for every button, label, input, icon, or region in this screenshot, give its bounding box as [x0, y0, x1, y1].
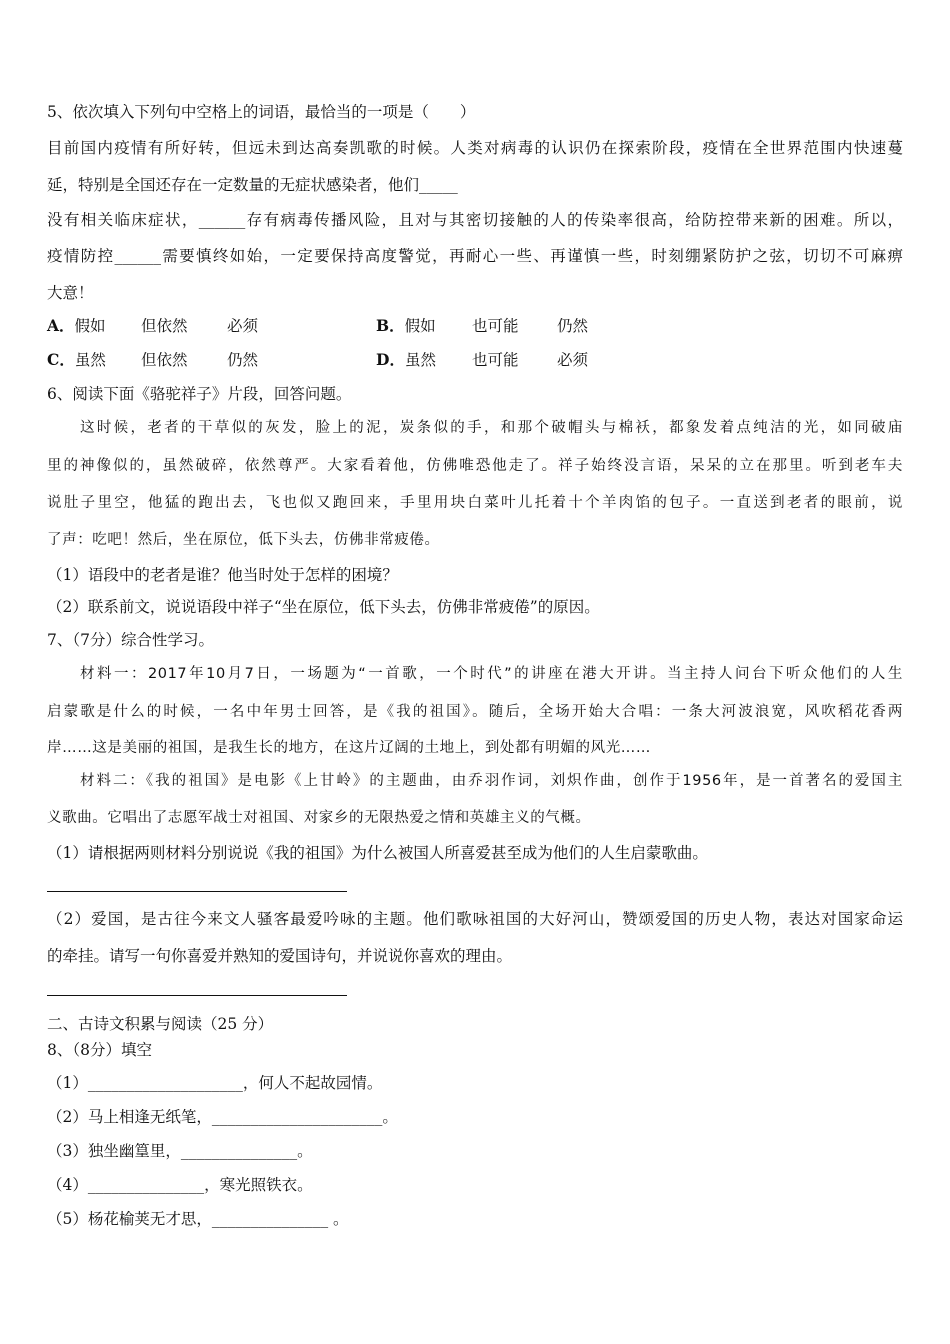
- q7-material-1-line-3: 岸……这是美丽的祖国，是我生长的地方，在这片辽阔的土地上，到处都有明媚的风光……: [47, 740, 651, 756]
- q8-item-5: （5）杨花榆荚无才思，_______________ 。: [47, 1210, 349, 1228]
- q6-passage-line-1: 这时候，老者的干草似的灰发，脸上的泥，炭条似的手，和那个破帽头与棉袄，都象发着点纯洁的光，如同破庙: [80, 420, 903, 436]
- option-word-1: 假如: [74, 317, 106, 335]
- q6-passage-line-3: 说肚子里空，他猛的跑出去，飞也似又跑回来，手里用块白菜叶儿托着十个羊肉馅的包子。一直送到老者的眼前，说: [47, 495, 903, 511]
- q7-material-1-line-1: 材料一：2017年10月7日，一场题为“一首歌，一个时代”的讲座在港大开讲。当主持人问台下听众他们的人生: [80, 666, 903, 682]
- q5-option-b-word-2: 也可能: [472, 317, 519, 335]
- q8-item-3: （3）独坐幽篁里，_______________。: [47, 1142, 313, 1160]
- q5-text-line-5: 大意！: [47, 284, 94, 302]
- option-word-1: 虽然: [74, 351, 106, 369]
- q5-text-line-3: 没有相关临床症状，______存有病毒传播风险，且对与其密切接触的人的传染率很高，给防控带来新的困难。所以，: [47, 211, 903, 229]
- q6-sub-question-2: （2）联系前文，说说语段中祥子“坐在原位，低下头去，仿佛非常疲倦”的原因。: [47, 598, 600, 616]
- q5-option-c-word-3: 仍然: [227, 351, 259, 369]
- q5-stem: 5、依次填入下列句中空格上的词语，最恰当的一项是（ ）: [47, 103, 476, 121]
- q6-stem: 6、阅读下面《骆驼祥子》片段，回答问题。: [47, 385, 352, 403]
- option-letter: A．: [47, 316, 75, 335]
- q7-answer-line-1[interactable]: [47, 891, 347, 892]
- q5-option-b[interactable]: [376, 316, 436, 336]
- q5-option-b-word-3: 仍然: [557, 317, 589, 335]
- section-2-title: 二、古诗文积累与阅读（25 分）: [47, 1015, 274, 1033]
- q5-option-a-word-3: 必须: [227, 317, 259, 335]
- q5-text-line-4: 疫情防控______需要慎终如始，一定要保持高度警觉，再耐心一些、再谨慎一些，时刻绷紧防护之弦，切切不可麻痹: [47, 247, 903, 265]
- q8-stem: 8、（8分）填空: [47, 1041, 152, 1059]
- q8-item-1: （1）____________________，何人不起故园情。: [47, 1074, 383, 1092]
- q5-text-line-2: 延，特别是全国还存在一定数量的无症状感染者，他们_____: [47, 176, 458, 194]
- q5-option-a[interactable]: [47, 316, 106, 336]
- q5-option-c-word-2: 但依然: [141, 351, 188, 369]
- q7-stem: 7、（7分）综合性学习。: [47, 631, 214, 649]
- q5-option-d-word-2: 也可能: [472, 351, 519, 369]
- q6-passage-line-2: 里的神像似的，虽然破碎，依然尊严。大家看着他，仿佛唯恐他走了。祥子始终没言语，呆呆的立在那里。听到老车夫: [47, 458, 903, 474]
- q7-answer-line-2[interactable]: [47, 995, 347, 996]
- option-letter: B．: [376, 316, 405, 335]
- q5-option-a-word-2: 但依然: [141, 317, 188, 335]
- q6-passage-line-4: 了声：吃吧！然后，坐在原位，低下头去，仿佛非常疲倦。: [47, 532, 440, 548]
- q8-item-2: （2）马上相逢无纸笔，______________________。: [47, 1108, 398, 1126]
- q5-option-c[interactable]: [47, 350, 106, 370]
- q7-material-2-line-2: 义歌曲。它唱出了志愿军战士对祖国、对家乡的无限热爱之情和英雄主义的气概。: [47, 810, 591, 826]
- q5-option-d-word-3: 必须: [557, 351, 589, 369]
- q6-sub-question-1: （1）语段中的老者是谁？他当时处于怎样的困境？: [47, 566, 398, 584]
- option-letter: D．: [376, 350, 405, 369]
- q5-text-line-1: 目前国内疫情有所好转，但远未到达高奏凯歌的时候。人类对病毒的认识仍在探索阶段，疫情在全世界范围内快速蔓: [47, 139, 903, 157]
- q7-material-1-line-2: 启蒙歌是什么的时候，一名中年男士回答，是《我的祖国》。随后，全场开始大合唱：一条大河波浪宽，风吹稻花香两: [47, 704, 903, 720]
- option-letter: C．: [47, 350, 75, 369]
- q7-sub-question-2-line-2: 的牵挂。请写一句你喜爱并熟知的爱国诗句，并说说你喜欢的理由。: [47, 947, 513, 965]
- q7-sub-question-2-line-1: （2）爱国，是古往今来文人骚客最爱吟咏的主题。他们歌咏祖国的大好河山，赞颂爱国的历史人物，表达对国家命运: [47, 910, 903, 928]
- q7-material-2-line-1: 材料二：《我的祖国》是电影《上甘岭》的主题曲，由乔羽作词，刘炽作曲，创作于1956年，是一首著名的爱国主: [80, 773, 903, 789]
- option-word-1: 假如: [404, 317, 436, 335]
- q7-sub-question-1: （1）请根据两则材料分别说说《我的祖国》为什么被国人所喜爱甚至成为他们的人生启蒙歌曲。: [47, 844, 708, 862]
- option-word-1: 虽然: [404, 351, 436, 369]
- q5-option-d[interactable]: [376, 350, 436, 370]
- q8-item-4: （4）_______________，寒光照铁衣。: [47, 1176, 313, 1194]
